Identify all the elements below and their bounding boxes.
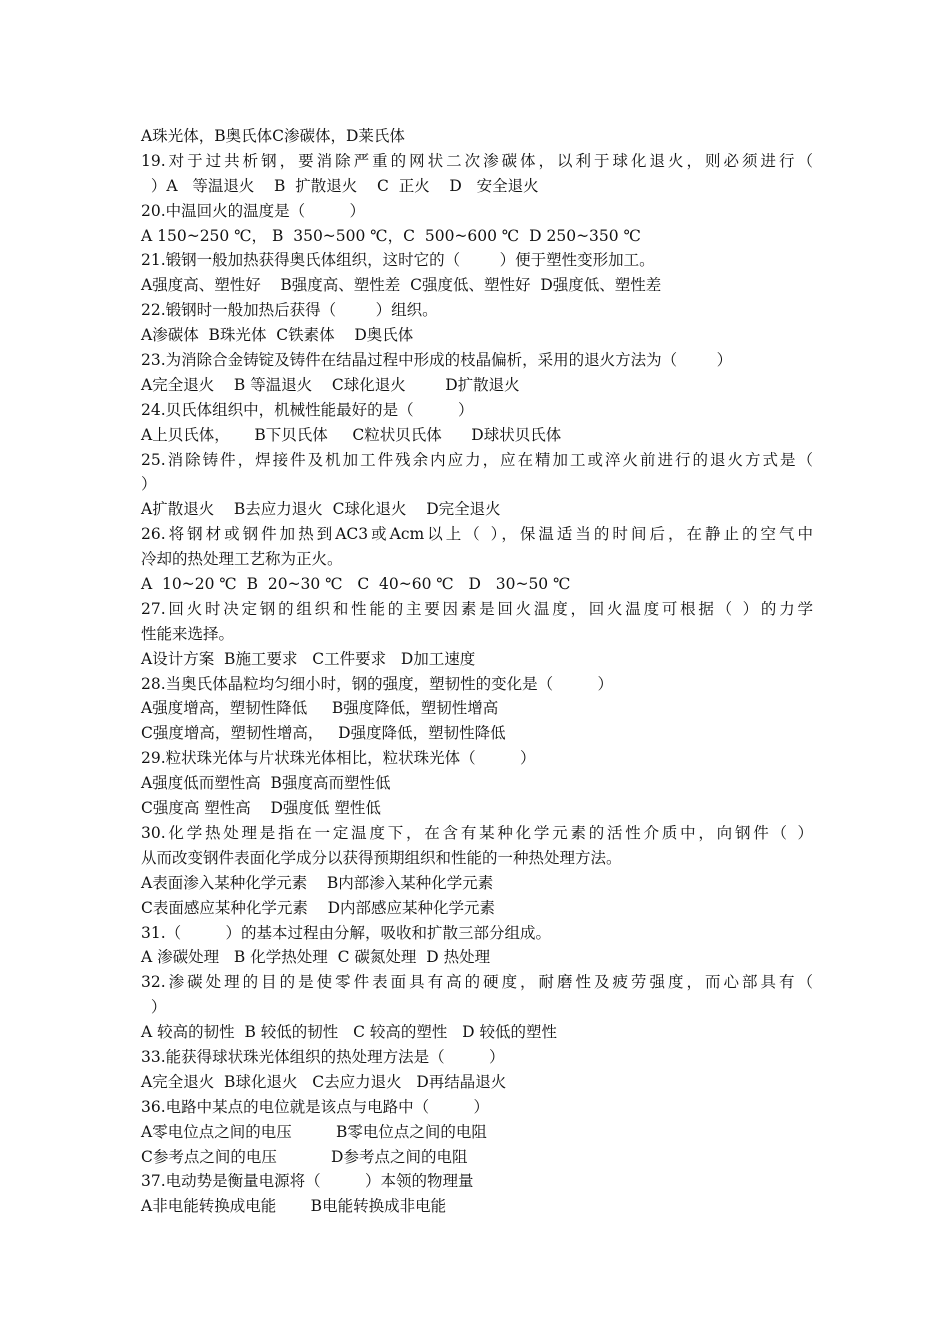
text-line: C表面感应某种化学元素 D内部感应某种化学元素 [141, 898, 495, 917]
text-line: 冷却的热处理工艺称为正火。 [141, 550, 343, 569]
text-line: 22.锻钢时一般加热后获得（ ）组织。 [141, 301, 438, 320]
text-line: 性能来选择。 [141, 624, 235, 643]
text-line: ） [141, 998, 167, 1017]
text-line: 33.能获得球状珠光体组织的热处理方法是（ ） [141, 1047, 505, 1066]
text-line: A 较高的韧性 B 较低的韧性 C 较高的塑性 D 较低的塑性 [141, 1023, 557, 1042]
text-line: 29.粒状珠光体与片状珠光体相比，粒状珠光体（ ） [141, 749, 536, 768]
text-line: 23.为消除合金铸锭及铸件在结晶过程中形成的枝晶偏析，采用的退火方法为（ ） [141, 351, 733, 370]
document-body [141, 124, 813, 1219]
text-line: A设计方案 B施工要求 C工件要求 D加工速度 [141, 649, 476, 668]
text-line: A强度低而塑性高 B强度高而塑性低 [141, 774, 391, 793]
text-line: A强度增高，塑韧性降低 B强度降低，塑韧性增高 [141, 699, 499, 718]
text-line: 21.锻钢一般加热获得奥氏体组织，这时它的（ ）便于塑性变形加工。 [141, 251, 655, 270]
text-line: 25.消除铸件，焊接件及机加工件残余内应力，应在精加工或淬火前进行的退火方式是（ [141, 450, 813, 469]
text-line: 27.回火时决定钢的组织和性能的主要因素是回火温度，回火温度可根据（ ）的力学 [141, 599, 813, 618]
text-line: 20.中温回火的温度是（ ） [141, 201, 365, 220]
text-line: A强度高、塑性好 B强度高、塑性差 C强度低、塑性好 D强度低、塑性差 [141, 276, 662, 295]
text-line: A上贝氏体， B下贝氏体 C粒状贝氏体 D球状贝氏体 [141, 425, 562, 444]
text-line: C强度增高，塑韧性增高， D强度降低，塑韧性降低 [141, 724, 506, 743]
text-line: A完全退火 B球化退火 C去应力退火 D再结晶退火 [141, 1072, 507, 1091]
text-line: 24.贝氏体组织中，机械性能最好的是（ ） [141, 400, 474, 419]
text-line: ） [141, 475, 157, 494]
text-line: 19.对于过共析钢，要消除严重的网状二次渗碳体，以利于球化退火，则必须进行（ [141, 151, 813, 170]
text-line: 37.电动势是衡量电源将（ ）本领的物理量 [141, 1172, 474, 1191]
text-line: 32.渗碳处理的目的是使零件表面具有高的硬度，耐磨性及疲劳强度，而心部具有（ [141, 973, 813, 992]
text-line: C强度高 塑性高 D强度低 塑性低 [141, 799, 381, 818]
text-line: A渗碳体 B珠光体 C铁素体 D奥氏体 [141, 326, 414, 345]
text-line: ）A 等温退火 B 扩散退火 C 正火 D 安全退火 [141, 176, 539, 195]
text-line: A 渗碳处理 B 化学热处理 C 碳氮处理 D 热处理 [141, 948, 491, 967]
text-line: A非电能转换成电能 B电能转换成非电能 [141, 1197, 447, 1216]
text-line: 36.电路中某点的电位就是该点与电路中（ ） [141, 1097, 489, 1116]
text-line: A扩散退火 B去应力退火 C球化退火 D完全退火 [141, 500, 501, 519]
text-line: A珠光体，B奥氏体C渗碳体，D莱氏体 [141, 127, 405, 145]
text-line: A表面渗入某种化学元素 B内部渗入某种化学元素 [141, 873, 494, 892]
text-line: A 10~20 ℃ B 20~30 ℃ C 40~60 ℃ D 30~50 ℃ [141, 575, 571, 594]
text-line: 30.化学热处理是指在一定温度下，在含有某种化学元素的活性介质中，向钢件（ ） [141, 823, 813, 842]
text-line: 26.将钢材或钢件加热到AC3或Acm以上（ ），保温适当的时间后，在静止的空气中 [141, 525, 813, 544]
text-line: 从而改变钢件表面化学成分以获得预期组织和性能的一种热处理方法。 [141, 848, 622, 867]
text-line: A完全退火 B 等温退火 C球化退火 D扩散退火 [141, 375, 520, 394]
text-line: 28.当奥氏体晶粒均匀细小时，钢的强度，塑韧性的变化是（ ） [141, 674, 613, 693]
text-line: A 150~250 ℃， B 350~500 ℃，C 500~600 ℃ D 250~350 ℃ [141, 226, 641, 245]
text-line: 31.（ ）的基本过程由分解，吸收和扩散三部分组成。 [141, 923, 551, 942]
text-line: C参考点之间的电压 D参考点之间的电阻 [141, 1147, 468, 1166]
text-line: A零电位点之间的电压 B零电位点之间的电阻 [141, 1122, 487, 1141]
